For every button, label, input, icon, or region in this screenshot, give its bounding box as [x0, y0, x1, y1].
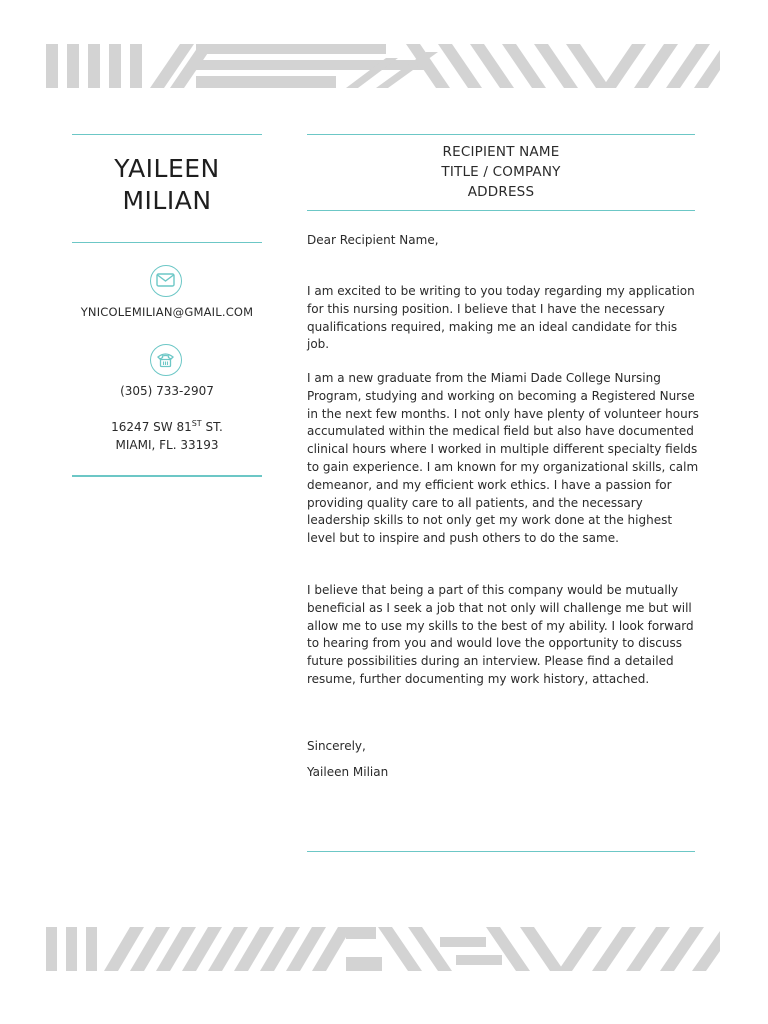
recipient-name: RECIPIENT NAME	[442, 144, 560, 160]
recipient-block	[307, 142, 695, 202]
street-number: 16247 SW 81	[111, 420, 192, 434]
sidebar-rule-top	[72, 134, 262, 135]
letter-signature: Yaileen Milian	[307, 765, 389, 779]
letter-rule-bottom	[307, 851, 695, 852]
phone-icon	[150, 344, 182, 376]
letter-paragraph-2	[307, 370, 699, 548]
letter-paragraph-1	[307, 283, 699, 354]
sender-address-city: MIAMI, FL. 33193	[115, 438, 219, 452]
street-ordinal-suffix: ST	[191, 419, 202, 428]
sender-first-name: YAILEEN	[114, 154, 220, 183]
recipient-rule-bottom	[307, 210, 695, 211]
sender-address-street	[72, 420, 262, 434]
sender-name	[72, 153, 262, 217]
recipient-rule-top	[307, 134, 695, 135]
sidebar-rule-middle	[72, 242, 262, 243]
recipient-title-company: TITLE / COMPANY	[441, 164, 561, 180]
envelope-icon	[150, 265, 182, 297]
paragraph-text: I am a new graduate from the Miami Dade College Nursing Program, studying and working on becoming a Registered Nurse in the next few months. I not only have plenty of volunteer hours accumulated within the medical field but also have documented clinical hours where I worked in multiple different specialty fields to gain experience. I am known for my organizational skills, calm demeanor, and my efficient work ethics. I have a passion for providing quality care to all patients, and the necessary leadership skills to not only get my work done at the highest level but to inspire and push others to do the same.	[307, 371, 699, 546]
decorative-pattern-band-top	[46, 44, 720, 88]
street-type: ST.	[201, 420, 223, 434]
decorative-pattern-band-bottom	[46, 927, 720, 971]
letter-salutation: Dear Recipient Name,	[307, 233, 439, 247]
sender-phone: (305) 733-2907	[120, 384, 214, 398]
sender-last-name: MILIAN	[122, 186, 212, 215]
sidebar-rule-bottom	[72, 475, 262, 477]
paragraph-text: I am excited to be writing to you today regarding my application for this nursing position. I believe that I have the necessary qualifications required, making me an ideal candidate for this job.	[307, 284, 695, 352]
recipient-address: ADDRESS	[467, 184, 535, 200]
letter-closing: Sincerely,	[307, 739, 366, 753]
letter-paragraph-3	[307, 582, 699, 689]
sender-email: YNICOLEMILIAN@GMAIL.COM	[80, 305, 254, 319]
paragraph-text: I believe that being a part of this company would be mutually beneficial as I seek a job that not only will challenge me but will allow me to use my skills to the best of my ability. I look forward to hearing from you and would love the opportunity to discuss future possibilities during an interview. Please find a detailed resume, further documenting my work history, attached.	[307, 583, 694, 686]
